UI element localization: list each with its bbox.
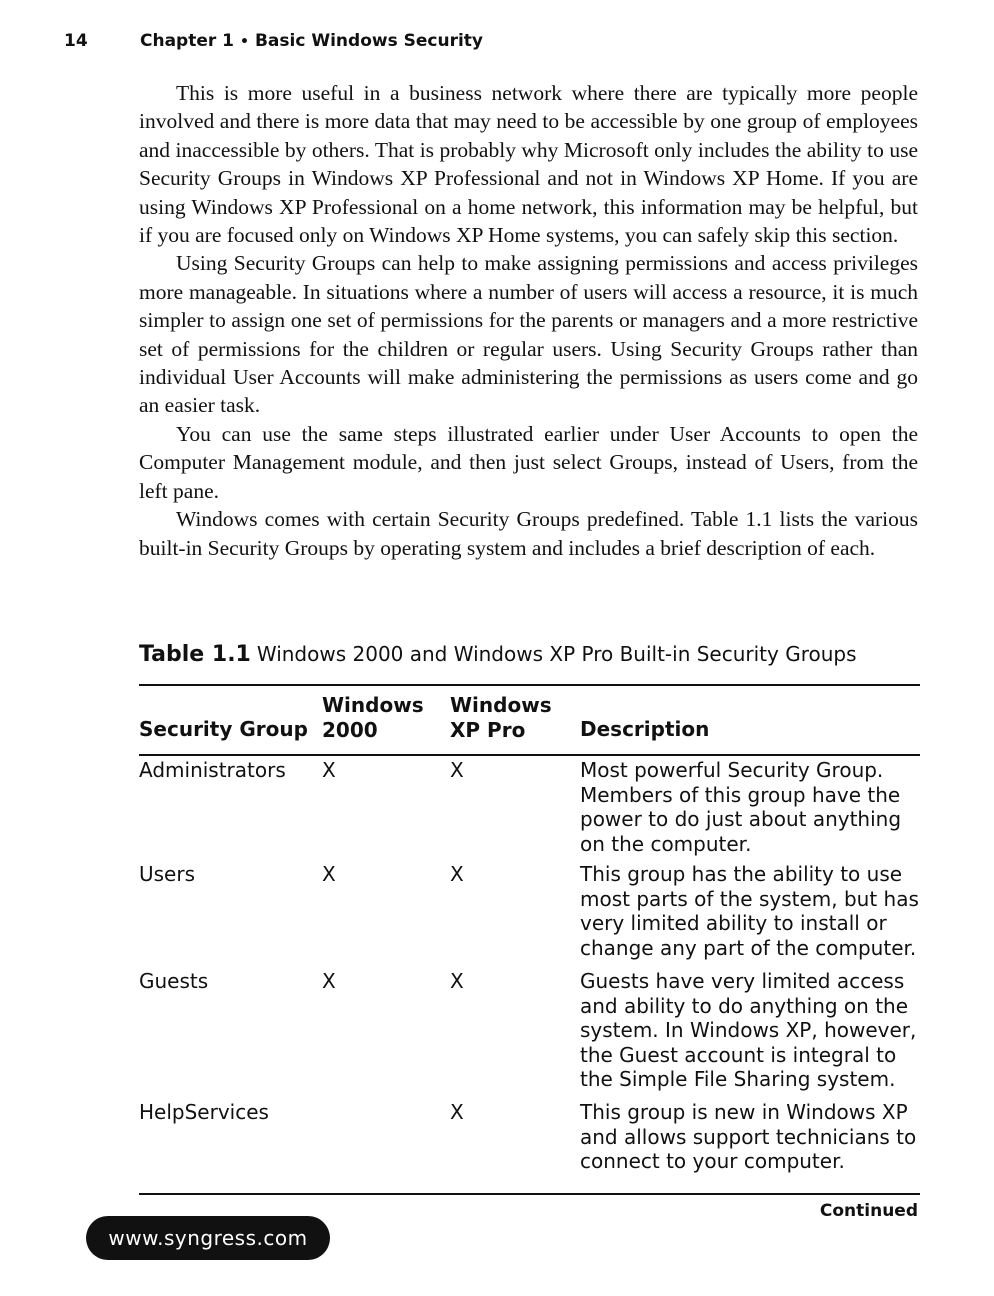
paragraph: Windows comes with certain Security Groups predefined. Table 1.1 lists the various built-in Security Groups by operating system and includes a brief description of each.: [139, 507, 918, 560]
header-windows-xp-pro: Windows XP Pro: [450, 693, 552, 742]
cell-group: Users: [139, 862, 196, 886]
table-header: [139, 693, 920, 745]
cell-group: Administrators: [139, 758, 286, 782]
cell-windows-xp: X: [450, 758, 464, 782]
running-header: [64, 31, 483, 51]
cell-windows-xp: X: [450, 969, 464, 993]
cell-windows-xp: X: [450, 1100, 464, 1124]
cell-windows-xp: X: [450, 862, 464, 886]
continued-label: Continued: [819, 1201, 918, 1221]
table-title: Windows 2000 and Windows XP Pro Built-in Security Groups: [256, 642, 857, 666]
cell-windows-2000: X: [322, 758, 336, 782]
table-number: Table 1.1: [139, 642, 251, 667]
page-number: 14: [64, 31, 88, 51]
table-header-rule: [139, 754, 920, 756]
cell-description: This group is new in Windows XP and allows support technicians to connect to your computer.: [580, 1100, 917, 1173]
header-description: Description: [580, 717, 710, 741]
cell-group: HelpServices: [139, 1100, 269, 1124]
table-caption: [139, 642, 857, 667]
table-bottom-rule: [139, 1193, 920, 1195]
paragraph: This is more useful in a business network where there are typically more people involved and there is more data that may need to be accessible by one group of employees and inaccessible by others. That is probably why Microsoft only includes the ability to use Security Groups in Windows XP Professional and not in Windows XP Home. If you are using Windows XP Professional on a home network, this information may be helpful, but if you are focused only on Windows XP Home systems, you can safely skip this section.: [139, 81, 918, 248]
paragraph: You can use the same steps illustrated earlier under User Accounts to open the Computer Management module, and then just select Groups, instead of Users, from the left pane.: [139, 421, 918, 503]
cell-description: Guests have very limited access and ability to do anything on the system. In Windows XP, however, the Guest account is integral to the Simple File Sharing system.: [580, 969, 917, 1091]
cell-windows-2000: X: [322, 862, 336, 886]
cell-windows-2000: X: [322, 969, 336, 993]
body-text: [139, 79, 918, 562]
cell-description: Most powerful Security Group. Members of this group have the power to do just about anything on the computer.: [580, 758, 902, 856]
website-url: www.syngress.com: [108, 1226, 308, 1250]
paragraph: Using Security Groups can help to make assigning permissions and access privileges more manageable. In situations where a number of users will access a resource, it is much simpler to assign one set of permissions for the parents or managers and a more restrictive set of permissions for the children or regular users. Using Security Groups rather than individual User Accounts will make administering the permissions as users come and go an easier task.: [139, 251, 918, 418]
bullet-separator: •: [240, 34, 249, 50]
chapter-title: Basic Windows Security: [254, 31, 483, 51]
header-windows-2000: Windows 2000: [322, 693, 424, 742]
cell-group: Guests: [139, 969, 209, 993]
chapter-label: Chapter 1: [140, 31, 235, 51]
table-top-rule: [139, 684, 920, 686]
website-badge: [86, 1216, 330, 1260]
header-security-group: Security Group: [139, 717, 308, 741]
cell-description: This group has the ability to use most parts of the system, but has very limited ability to install or change any part of the computer.: [580, 862, 919, 960]
